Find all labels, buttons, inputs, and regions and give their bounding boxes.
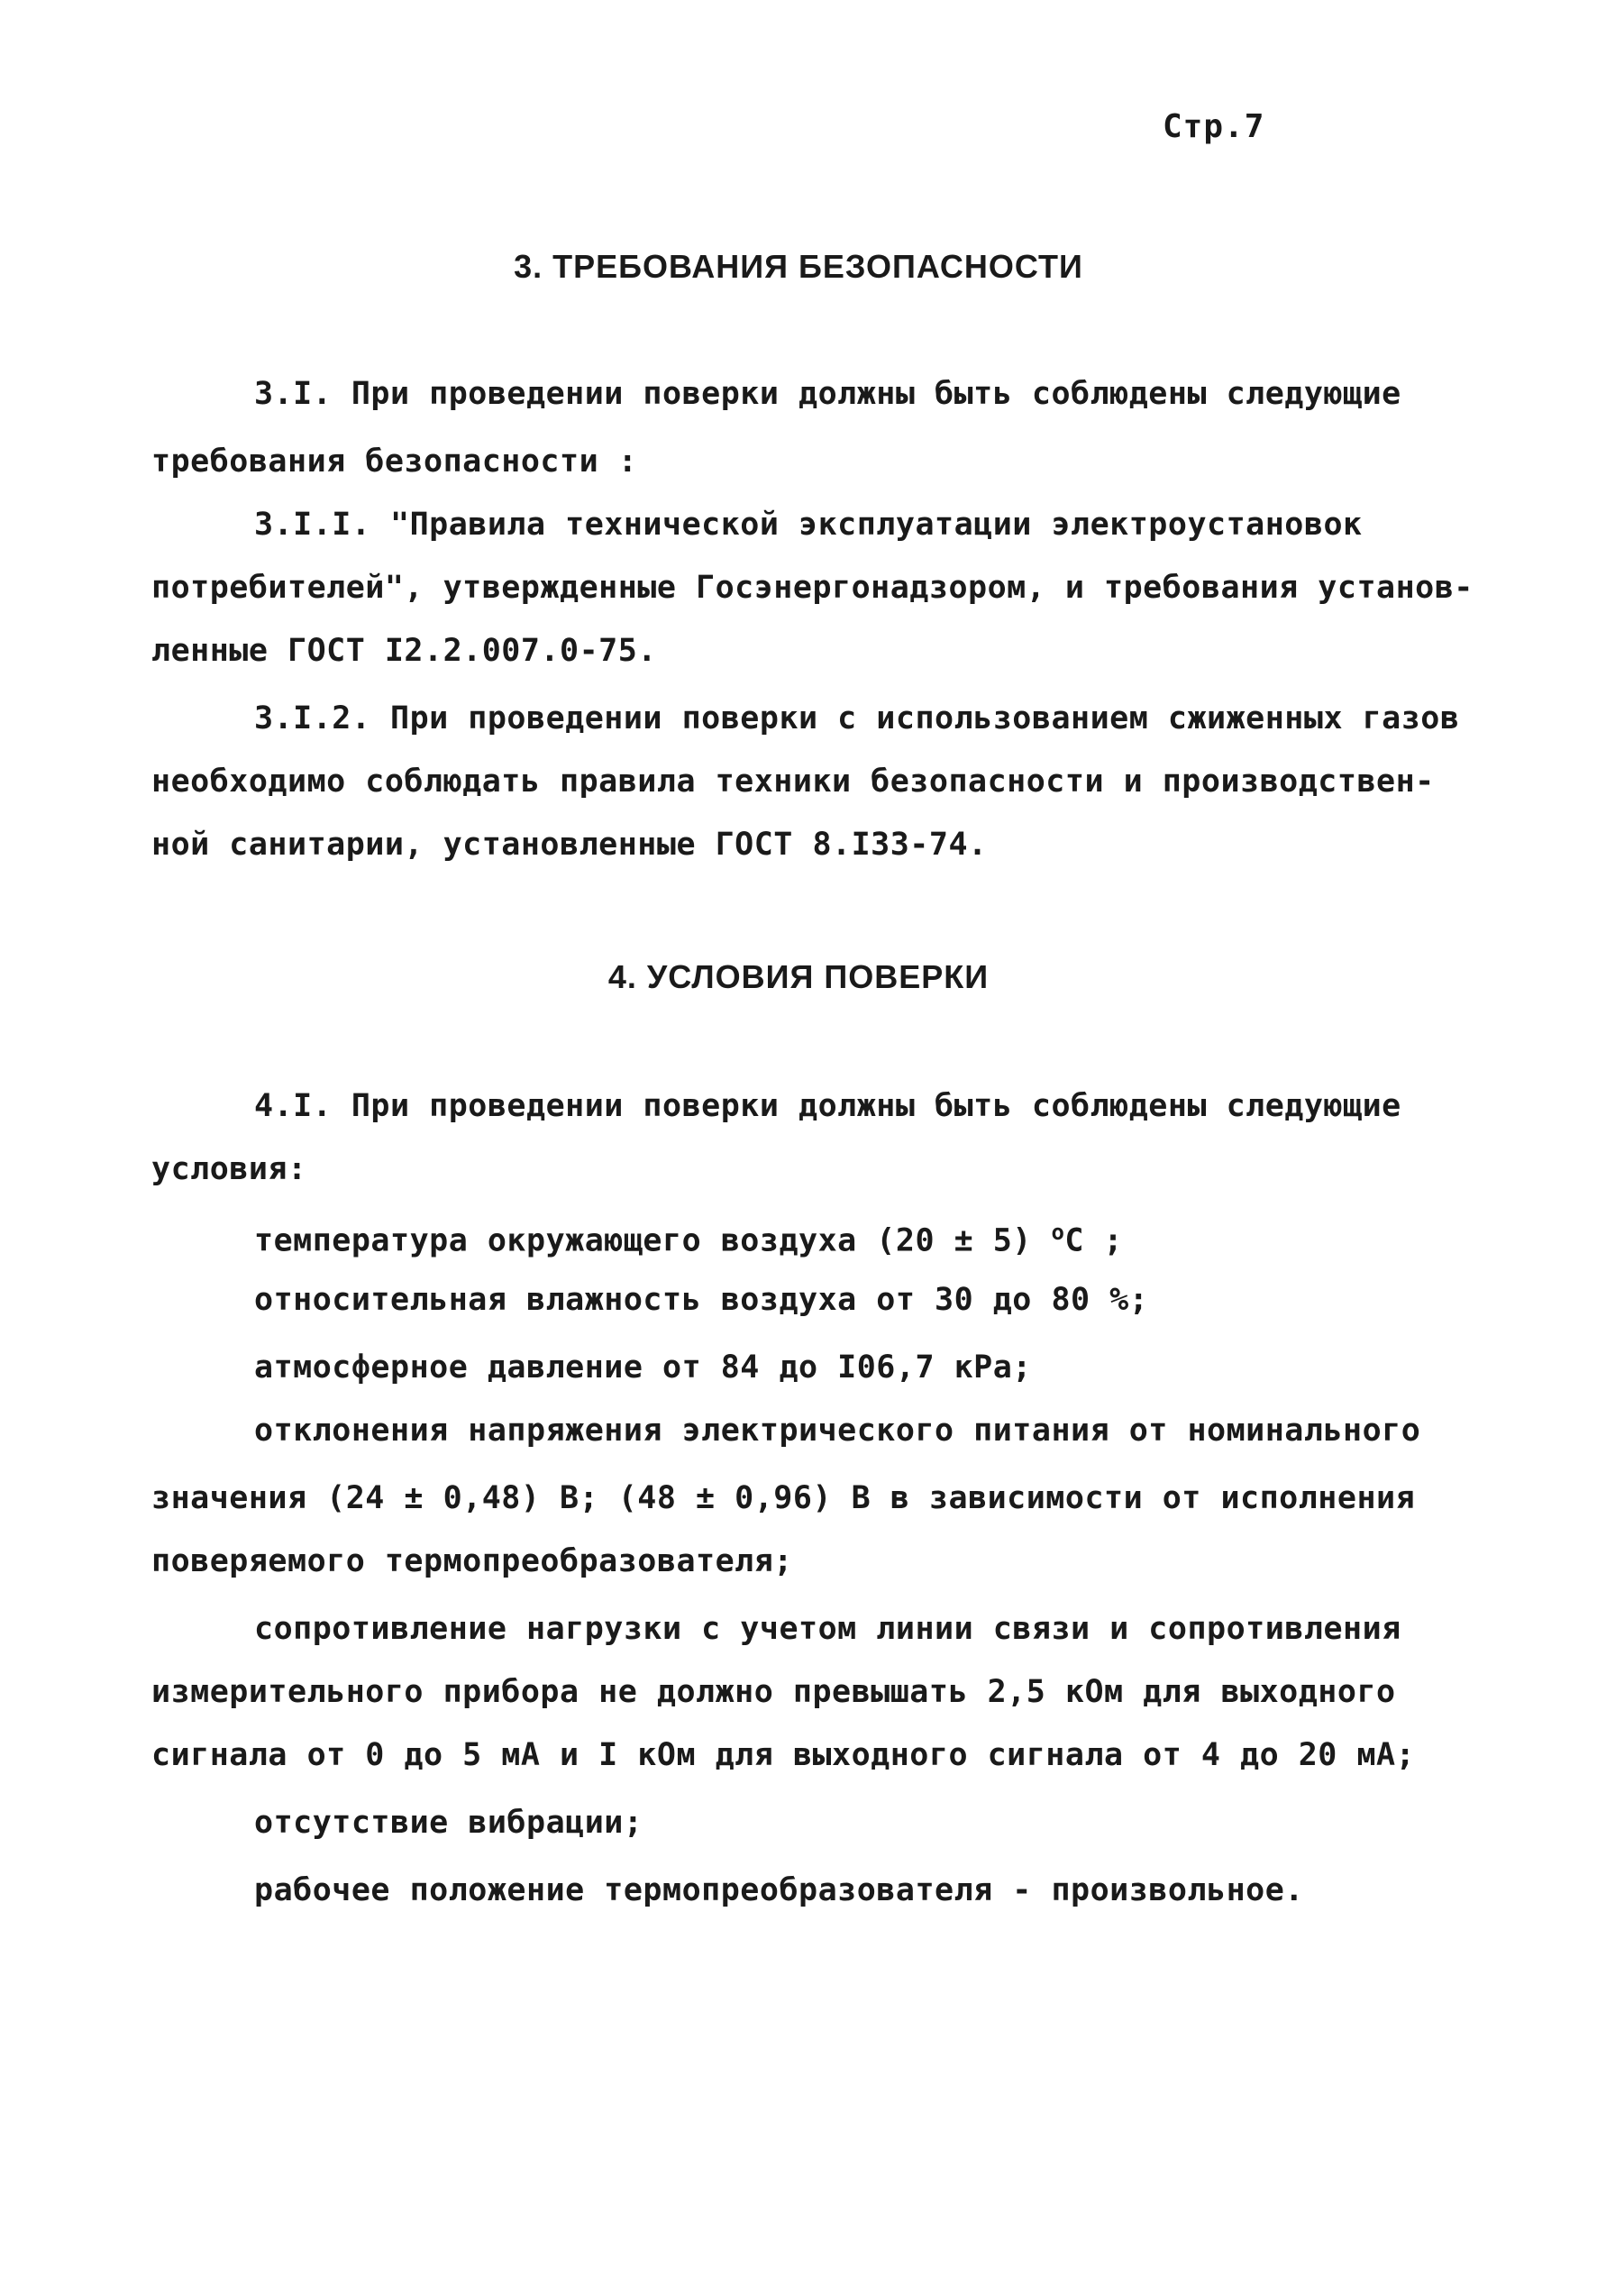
condition-humidity: относительная влажность воздуха от 30 до 80 %; xyxy=(254,1282,1149,1318)
condition-voltage-line1: отклонения напряжения электрического питания от номинального xyxy=(254,1413,1421,1449)
para-3-1-1-line1: 3.I.I. "Правила технической эксплуатации электроустановок xyxy=(254,507,1363,543)
condition-load-line2: измерительного прибора не должно превышать 2,5 кОм для выходного xyxy=(151,1674,1396,1710)
para-4-1-line1: 4.I. При проведении поверки должны быть соблюдены следующие xyxy=(254,1088,1401,1124)
para-3-1-line2: требования безопасности : xyxy=(151,444,638,480)
condition-voltage-line2: значения (24 ± 0,48) В; (48 ± 0,96) В в зависимости от исполнения xyxy=(151,1480,1416,1516)
section-3-title: 3. ТРЕБОВАНИЯ БЕЗОПАСНОСТИ xyxy=(514,248,1083,285)
condition-voltage-line3: поверяемого термопреобразователя; xyxy=(151,1543,793,1579)
para-3-1-2-line1: 3.I.2. При проведении поверки с использованием сжиженных газов xyxy=(254,700,1460,736)
condition-vibration: отсутствие вибрации; xyxy=(254,1805,643,1841)
condition-load-line1: сопротивление нагрузки с учетом линии связи и сопротивления xyxy=(254,1611,1401,1647)
para-4-1-line2: условия: xyxy=(151,1151,307,1187)
temperature-unit: C ; xyxy=(1064,1222,1124,1259)
condition-load-line3: сигнала от 0 до 5 мА и I кОм для выходного сигнала от 4 до 20 мА; xyxy=(151,1737,1416,1773)
section-4-title: 4. УСЛОВИЯ ПОВЕРКИ xyxy=(607,958,990,995)
para-3-1-2-line3: ной санитарии, установленные ГОСТ 8.I33-74. xyxy=(151,827,988,863)
condition-pressure: атмосферное давление от 84 до I06,7 кРа; xyxy=(254,1349,1032,1386)
para-3-1-1-line2: потребителей", утвержденные Госэнергонадзором, и требования установ- xyxy=(151,570,1474,606)
para-3-1-1-line3: ленные ГОСТ I2.2.007.0-75. xyxy=(151,633,657,669)
temperature-text: температура окружающего воздуха (20 ± 5) xyxy=(254,1222,1052,1259)
para-3-1-2-line2: необходимо соблюдать правила техники безопасности и производствен- xyxy=(151,764,1435,800)
page-number: Стр.7 xyxy=(1163,108,1265,145)
para-3-1-line1: 3.I. При проведении поверки должны быть соблюдены следующие xyxy=(254,376,1401,412)
degree-superscript: o xyxy=(1051,1220,1065,1245)
condition-position: рабочее положение термопреобразователя - произвольное. xyxy=(254,1872,1304,1908)
condition-temperature xyxy=(254,1221,1123,1258)
